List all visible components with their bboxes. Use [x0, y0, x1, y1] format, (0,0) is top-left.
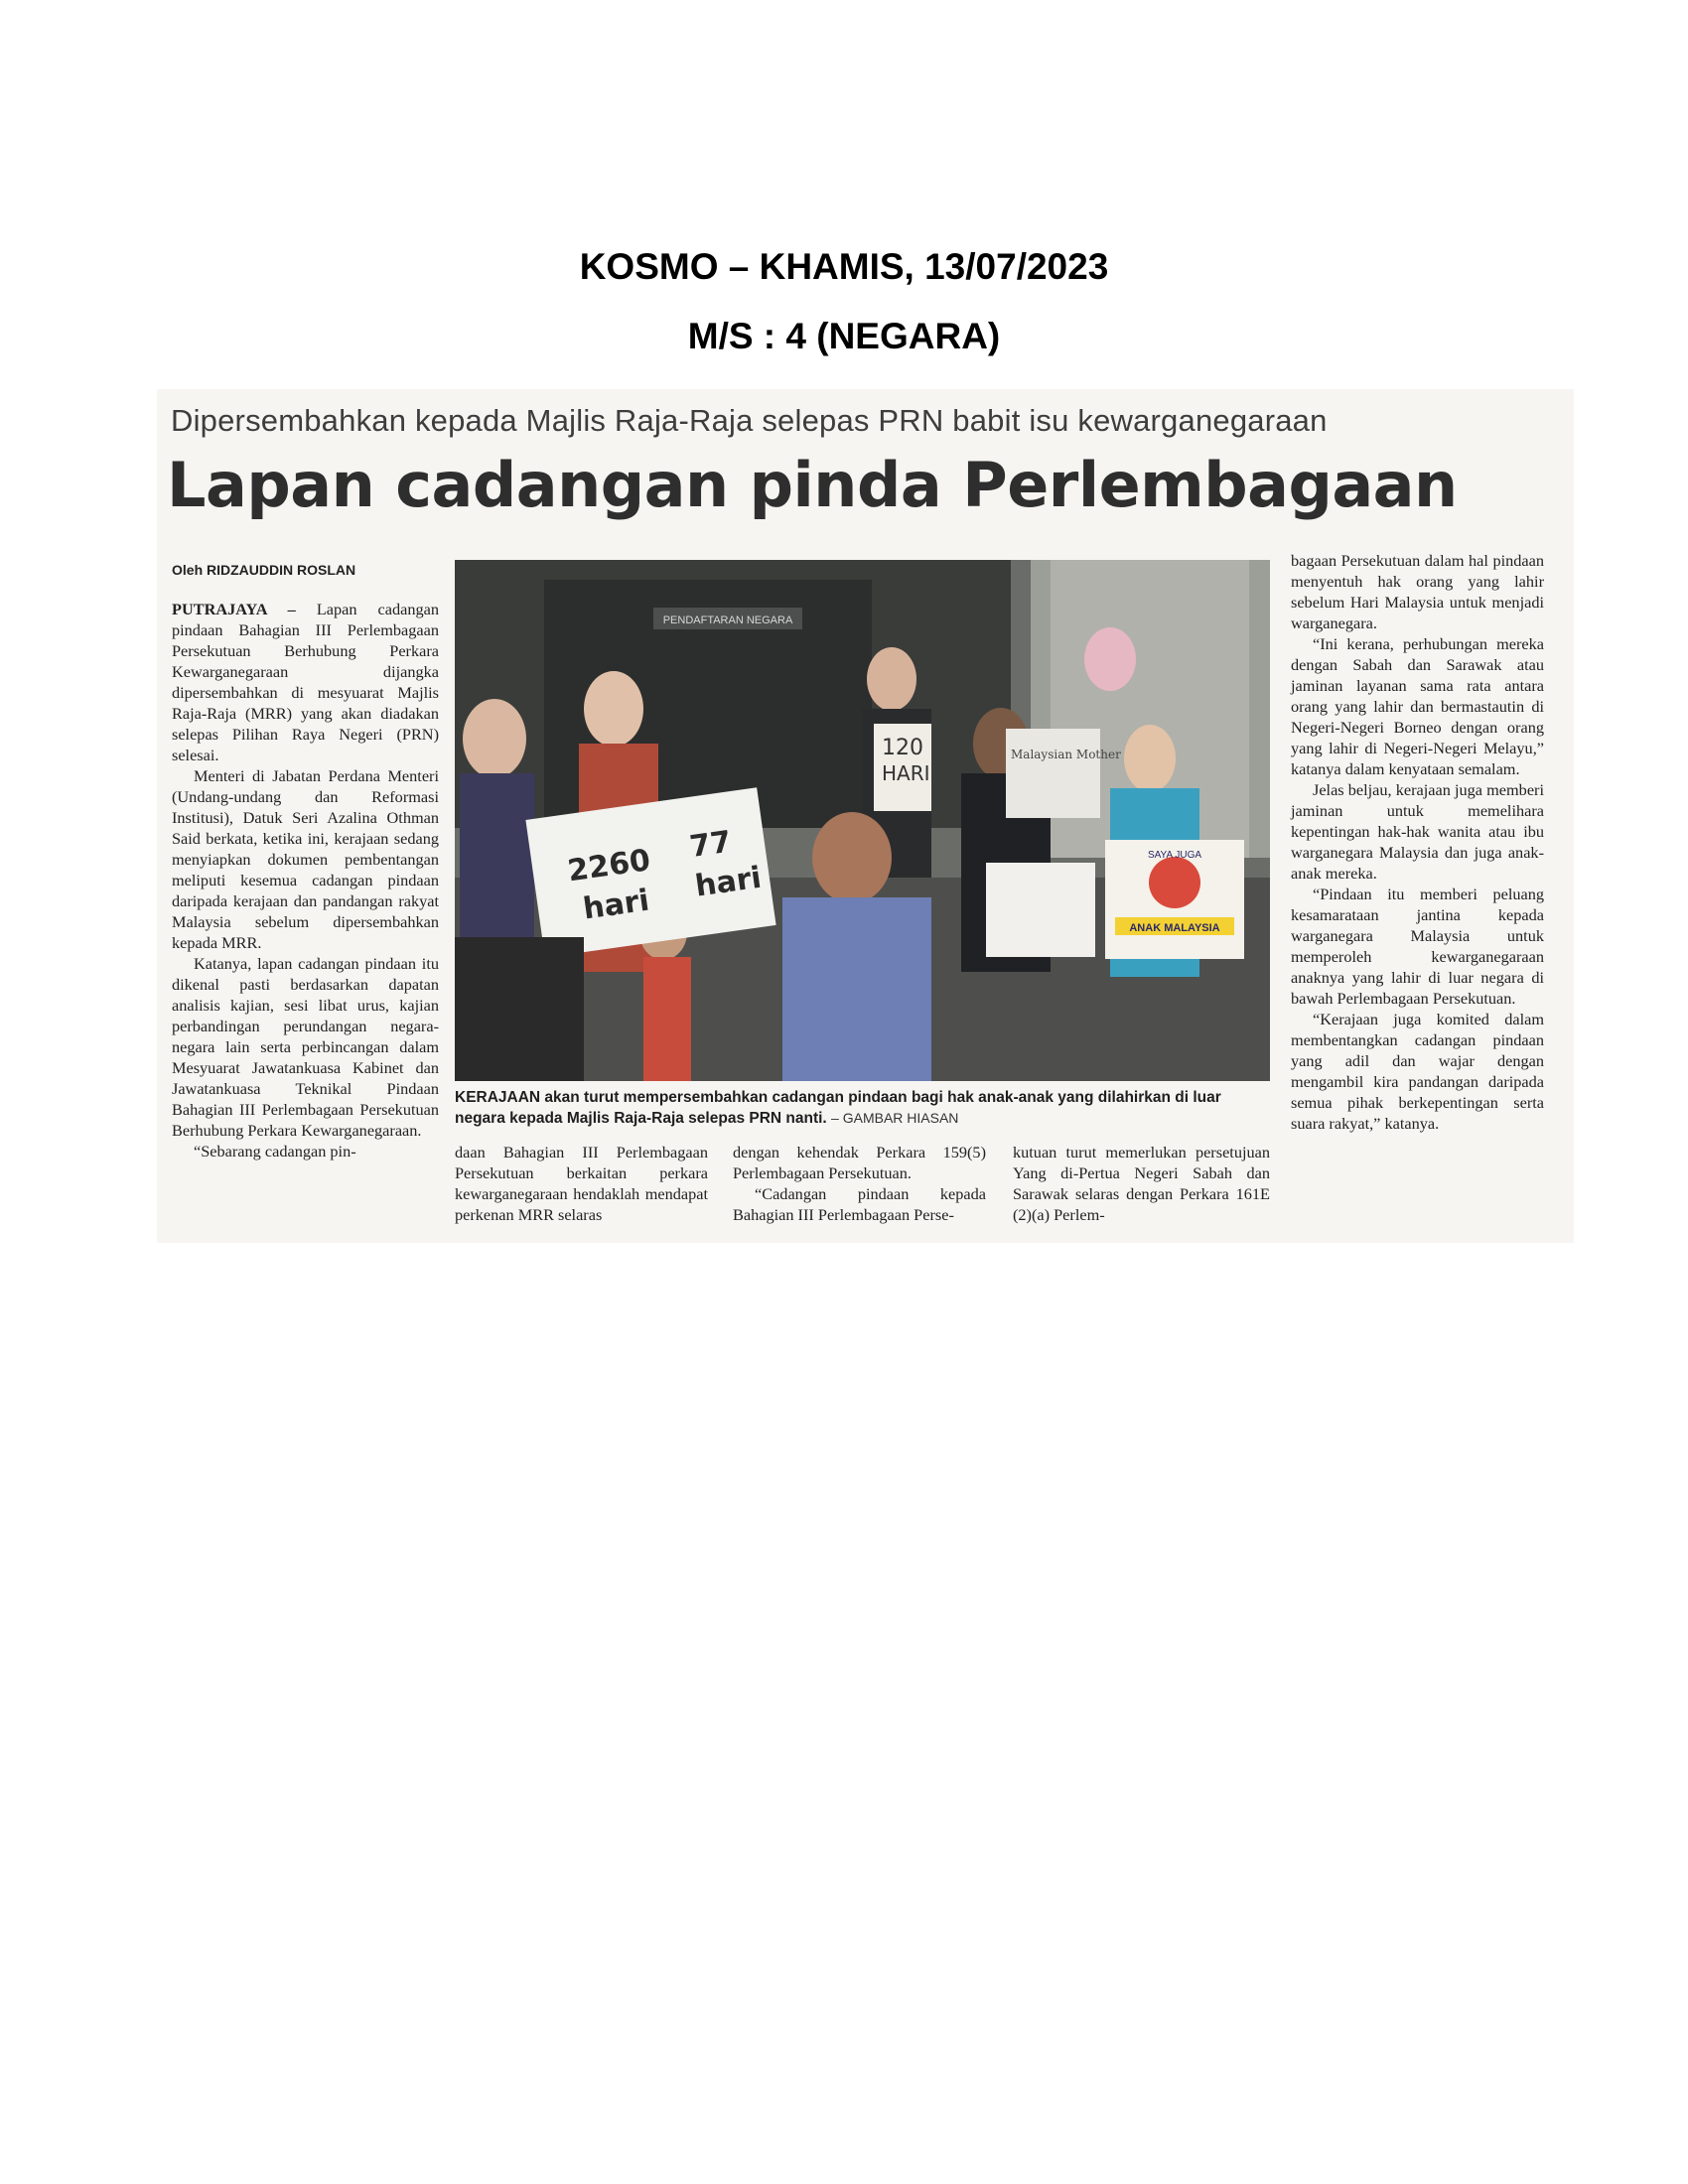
sign-text: SAYA JUGA — [1147, 850, 1202, 861]
protest-photo-illustration — [455, 560, 1270, 1081]
lead-paragraph — [172, 599, 439, 765]
sign-word: HARI — [882, 761, 930, 785]
dateline: PUTRAJAYA – — [172, 600, 296, 618]
article-headline: Lapan cadangan pinda Perlembagaan — [167, 449, 1458, 521]
sign-number: 2260 — [565, 843, 653, 889]
header-publication-date: KOSMO – KHAMIS, 13/07/2023 — [579, 246, 1109, 287]
photo-credit: – GAMBAR HIASAN — [831, 1110, 959, 1126]
paragraph: Katanya, lapan cadangan pindaan itu dikenal pasti berdasarkan dapatan analisis kajian, sesi libat urus, kajian perbandingan perundangan negara-negara lain serta perbincangan dalam Mesyuarat Jawatankuasa Kabinet dan Jawatankuasa Teknikal Pindaan Bahagian III Perlembagaan Persekutuan Berhubung Perkara Kewarganegaraan. — [172, 954, 439, 1140]
sign-text: ANAK MALAYSIA — [1129, 922, 1220, 934]
article-kicker: Dipersembahkan kepada Majlis Raja-Raja selepas PRN babit isu kewarganegaraan — [171, 403, 1328, 438]
article-column-2 — [455, 1142, 708, 1225]
paragraph: “Sebarang cadangan pin- — [194, 1142, 356, 1160]
photo-caption — [455, 1087, 1270, 1129]
caption-text: KERAJAAN akan turut mempersembahkan cadangan pindaan bagi hak anak-anak yang dilahirkan di luar negara kepada Majlis Raja-Raja selepas PRN nanti. — [455, 1089, 1221, 1127]
paragraph: bagaan Persekutuan dalam hal pindaan menyentuh hak orang yang lahir sebelum Hari Malaysia untuk menjadi warganegara. — [1291, 551, 1544, 632]
sign-number: 120 — [882, 736, 923, 760]
paragraph: dengan kehendak Perkara 159(5) Perlembagaan Persekutuan. — [733, 1143, 986, 1182]
header-page-section: M/S : 4 (NEGARA) — [687, 316, 1001, 356]
article-byline: Oleh RIDZAUDDIN ROSLAN — [172, 562, 356, 578]
sign-number: 77 — [687, 824, 734, 866]
lead-text: Lapan cadangan pindaan Bahagian III Perlembagaan Persekutuan Berhubung Perkara Kewarganegaraan dijangka dipersembahkan di mesyuarat Majlis Raja-Raja (MRR) yang akan diadakan selepas Pilihan Raya Negeri (PRN) selesai. — [172, 600, 439, 764]
sign-word: hari — [581, 883, 652, 927]
article-column-4 — [1013, 1142, 1270, 1225]
paragraph: “Pindaan itu memberi peluang kesamarataan jantina kepada warganegara Malaysia untuk memperoleh kewarganegaraan anaknya yang lahir di luar negara di bawah Perlembagaan Persekutuan. — [1291, 885, 1544, 1008]
paragraph: Menteri di Jabatan Perdana Menteri (Undang-undang dan Reformasi Institusi), Datuk Seri Azalina Othman Said berkata, ketika ini, kerajaan sedang menyiapkan dokumen pembentangan meliputi kesemua cadangan pindaan daripada kerajaan dan pandangan rakyat Malaysia sebelum dipersembahkan kepada MRR. — [172, 766, 439, 952]
paragraph: daan Bahagian III Perlembagaan Persekutuan berkaitan perkara kewarganegaraan hendaklah mendapat perkenan MRR selaras — [455, 1143, 708, 1224]
sign-text: Malaysian Mother — [1011, 748, 1121, 761]
article-column-1 — [172, 560, 439, 1161]
paragraph: “Kerajaan juga komited dalam membentangkan cadangan pindaan yang adil dan wajar dengan mengambil kira pandangan daripada semua pihak berkepentingan serta suara rakyat,” katanya. — [1291, 1010, 1544, 1133]
article-column-5 — [1291, 550, 1544, 1134]
article-column-3 — [733, 1142, 986, 1225]
news-photo — [455, 560, 1270, 1081]
sign-word: hari — [692, 860, 764, 904]
newspaper-clipping — [157, 389, 1574, 1243]
paragraph: kutuan turut memerlukan persetujuan Yang di-Pertua Negeri Sabah dan Sarawak selaras dengan Perkara 161E (2)(a) Perlem- — [1013, 1143, 1270, 1224]
paragraph: Jelas beljau, kerajaan juga memberi jaminan untuk memelihara kepentingan hak-hak wanita atau ibu warganegara Malaysia dan juga anak-anak mereka. — [1291, 780, 1544, 883]
building-sign: PENDAFTARAN NEGARA — [662, 614, 793, 626]
paragraph: “Ini kerana, perhubungan mereka dengan Sabah dan Sarawak atau jaminan layanan sama rata antara orang yang lahir dan bermastautin di Negeri-Negeri Borneo dengan orang yang lahir di Negeri-Negeri Melayu,” katanya dalam kenyataan semalam. — [1291, 634, 1544, 778]
paragraph: “Cadangan pindaan kepada Bahagian III Perlembagaan Perse- — [733, 1184, 986, 1224]
